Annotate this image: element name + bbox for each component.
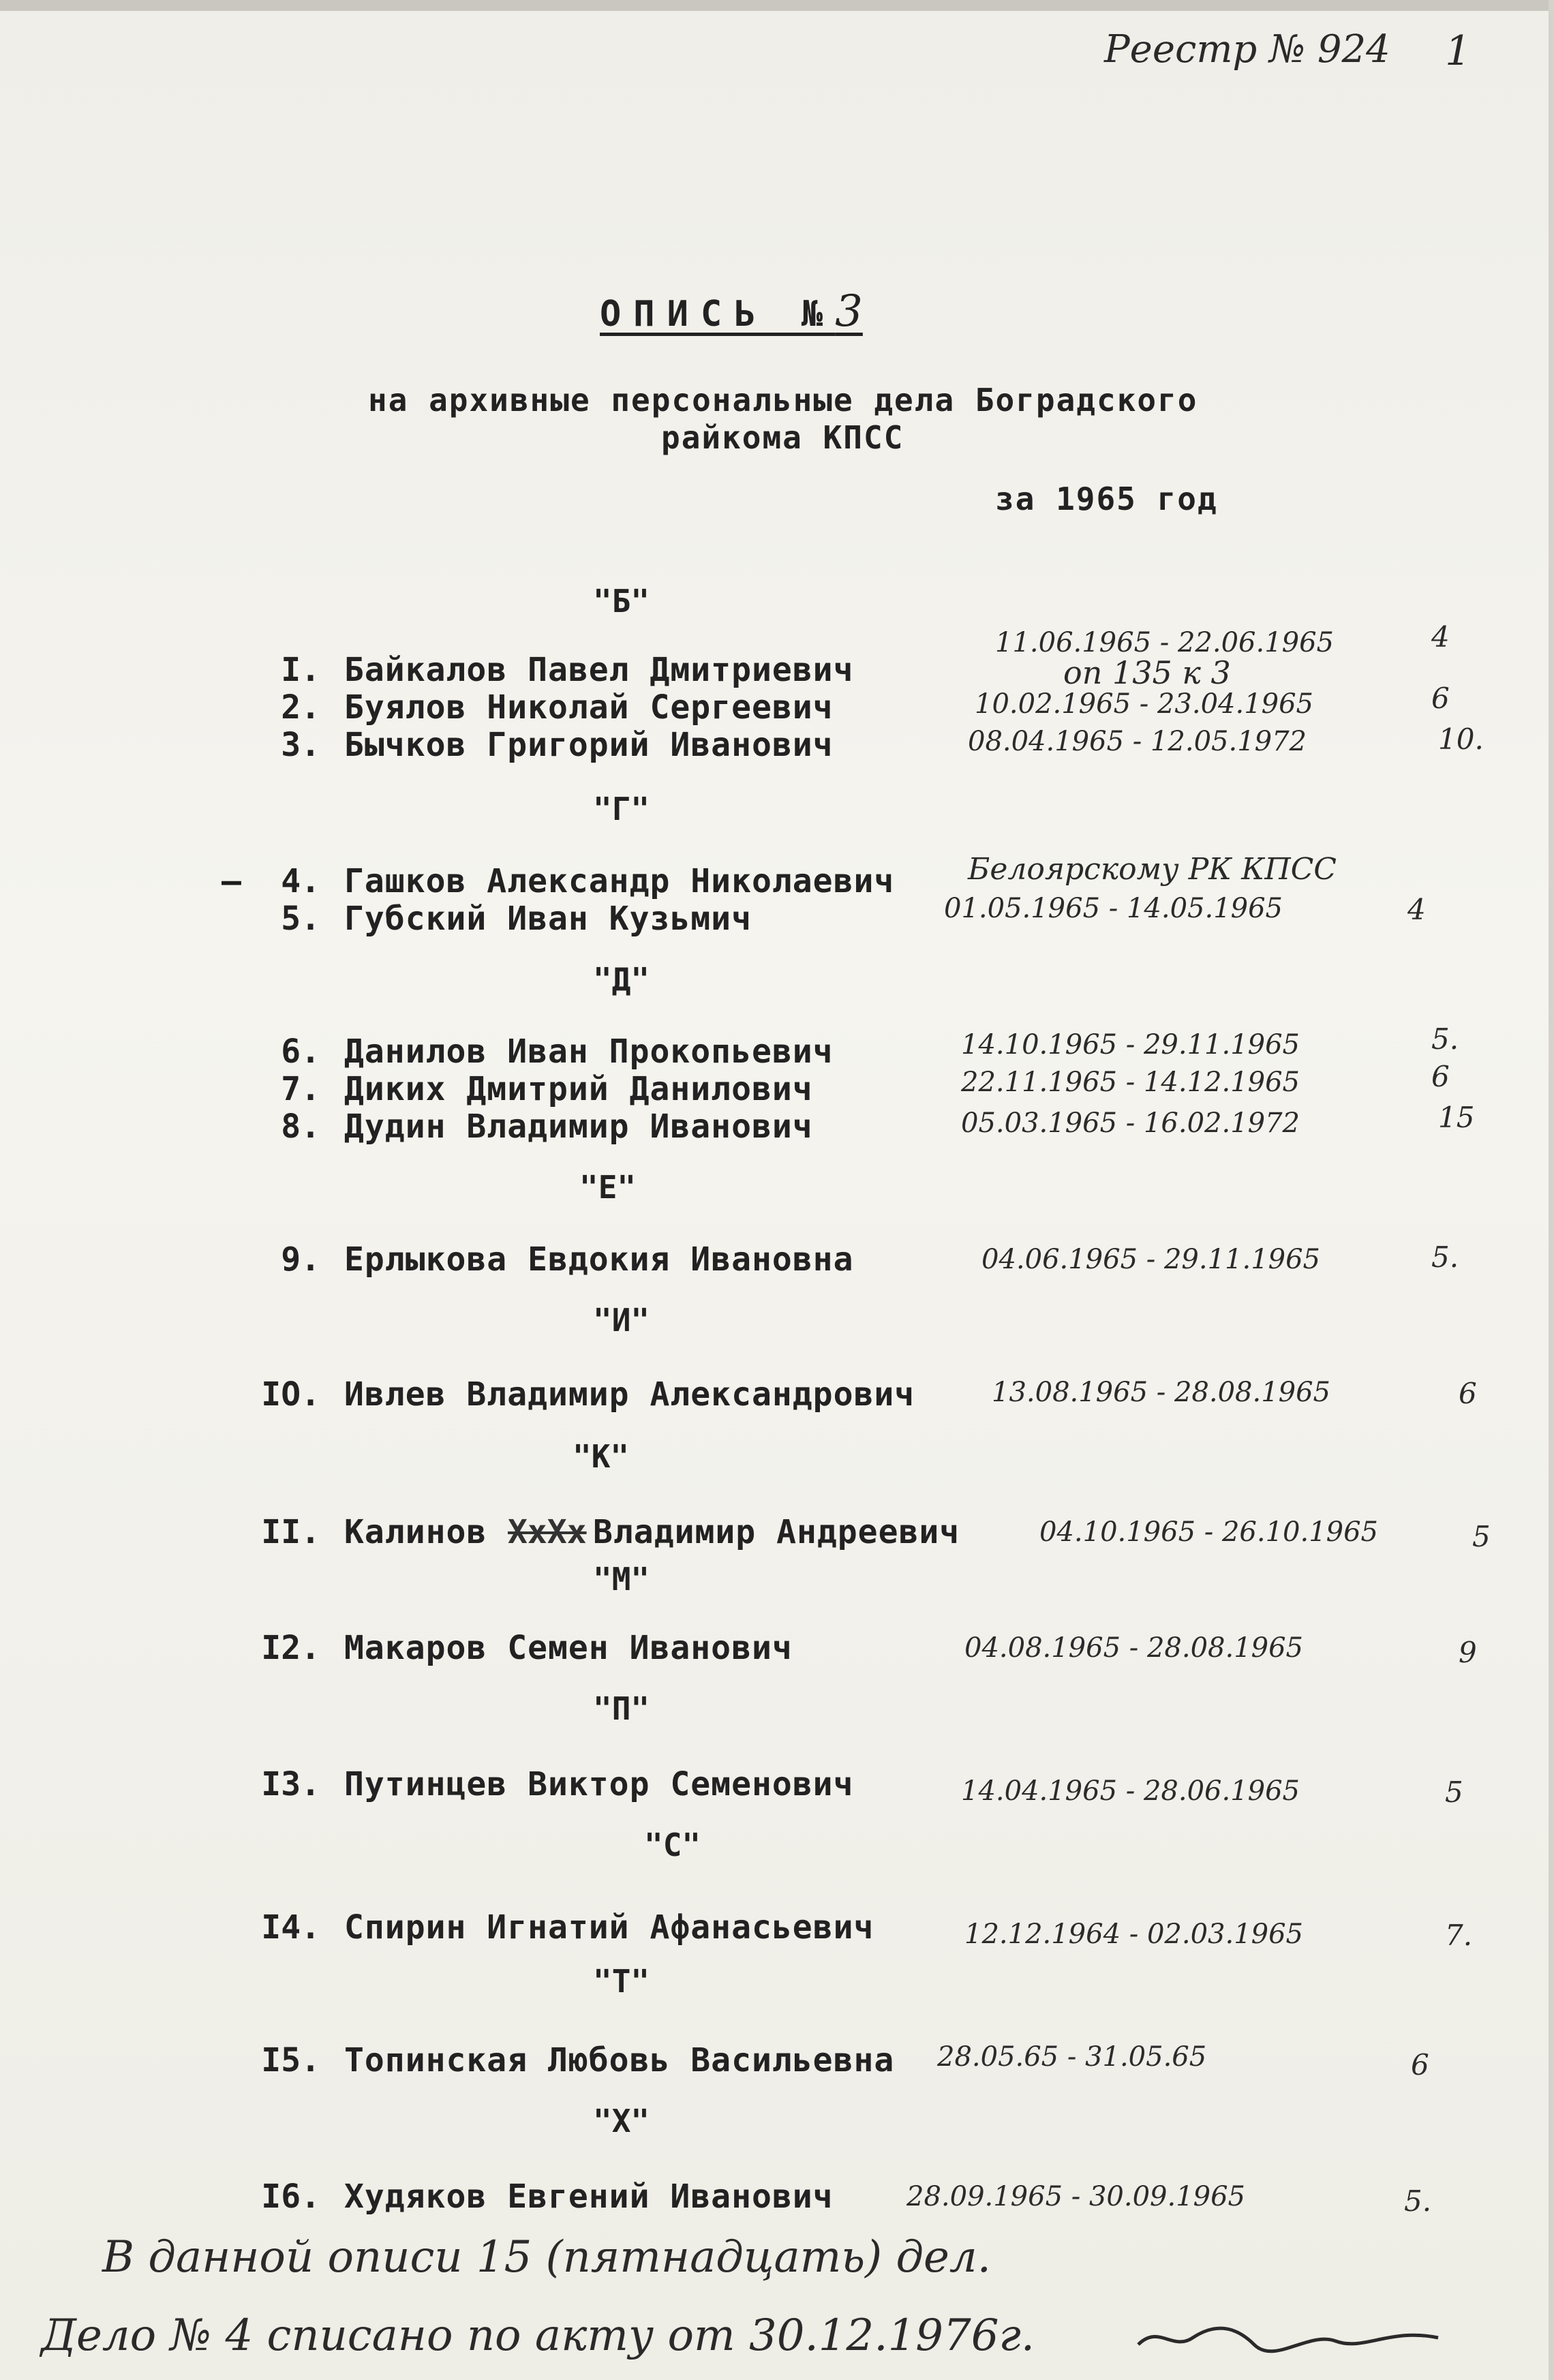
date-range: 13.08.1965 - 28.08.1965 [992,1377,1330,1408]
sheet-count: 10. [1438,722,1484,756]
person-name: Буялов Николай Сергеевич [344,688,834,727]
date-range: 05.03.1965 - 16.02.1972 [961,1108,1300,1139]
person-name: Бычков Григорий Иванович [344,726,834,764]
row-number: II. [261,1513,320,1551]
person-name: Данилов Иван Прокопьевич [344,1033,834,1071]
sheet-count: 6 [1411,2048,1429,2081]
row-number: 6. [281,1033,320,1071]
scan-edge-right [1549,0,1554,2380]
person-name: Спирин Игнатий Афанасьевич [344,1908,874,1947]
page-number: 1 [1445,27,1472,75]
footer-note-count: В данной описи 15 (пятнадцать) дел. [102,2232,991,2283]
person-name: Байкалов Павел Дмитриевич [344,651,854,689]
person-name: Худяков Евгений Иванович [344,2178,834,2216]
scan-edge-top [0,0,1554,11]
sheet-count: 7. [1445,1919,1473,1952]
row-number: 5. [281,900,320,938]
row-number: IO. [261,1375,320,1414]
person-name: Дудин Владимир Иванович [344,1108,813,1146]
row-number: 7. [281,1070,320,1108]
person-name: Ивлев Владимир Александрович [344,1375,915,1414]
date-range: 04.06.1965 - 29.11.1965 [981,1244,1320,1275]
row-number: I6. [261,2178,320,2216]
group-letter: "Т" [593,1963,650,2000]
date-range: 12.12.1964 - 02.03.1965 [964,1919,1303,1950]
footer-note-writeoff: Дело № 4 списано по акту от 30.12.1976г. [41,2310,1035,2361]
group-letter: "К" [573,1438,630,1475]
person-name: Губский Иван Кузьмич [344,900,752,938]
row-number: 2. [281,688,320,727]
row-number: I4. [261,1908,320,1947]
page-title [600,286,863,337]
sheet-count: 4 [1431,620,1450,654]
group-letter: "С" [644,1827,701,1863]
sheet-count: 5 [1472,1520,1491,1553]
sheet-count: 9 [1459,1636,1477,1669]
group-letter: "М" [593,1561,650,1598]
date-range: 08.04.1965 - 12.05.1972 [968,726,1307,757]
sheet-count: 5. [1404,2184,1432,2218]
row-number: 3. [281,726,320,764]
title-prefix: ОПИСЬ № [600,294,836,335]
person-name: Калинов [344,1513,487,1551]
sheet-count: 5 [1445,1775,1463,1809]
margin-dash: — [222,862,241,900]
row-number: I. [281,651,320,689]
register-note: Реестр № 924 [1104,27,1390,72]
struck-text: ХхХх [508,1513,587,1551]
group-letter: "И" [593,1302,650,1339]
sheet-count: 5. [1431,1022,1459,1056]
person-name: Диких Дмитрий Данилович [344,1070,813,1108]
group-letter: "Е" [579,1169,637,1206]
date-range: 10.02.1965 - 23.04.1965 [975,688,1313,720]
group-letter: "П" [593,1690,650,1727]
title-number: 3 [835,286,863,337]
row-number: I3. [261,1765,320,1803]
group-letter: "Д" [593,961,650,998]
person-name-rest: Владимир Андреевич [593,1513,960,1551]
date-range: 04.10.1965 - 26.10.1965 [1039,1516,1378,1548]
date-range: 28.09.1965 - 30.09.1965 [906,2181,1245,2212]
date-range: 28.05.65 - 31.05.65 [937,2041,1207,2073]
transfer-note: Белоярскому РК КПСС [968,852,1337,887]
person-name: Макаров Семен Иванович [344,1629,793,1667]
row-number: I2. [261,1629,320,1667]
row-number: 9. [281,1240,320,1279]
group-letter: "Х" [593,2103,650,2139]
signature-scribble [1131,2317,1445,2358]
sheet-count: 15 [1438,1101,1475,1134]
handwritten-extra: оп 135 к 3 [1063,654,1231,691]
date-range: 04.08.1965 - 28.08.1965 [964,1632,1303,1664]
sheet-count: 6 [1459,1377,1477,1410]
subtitle-line-2: райкома КПСС [661,419,904,456]
subtitle-line-1: на архивные персональные дела Боградского [368,382,1198,418]
person-name: Ерлыкова Евдокия Ивановна [344,1240,854,1279]
sheet-count: 6 [1431,682,1450,715]
person-name: Гашков Александр Николаевич [344,862,895,900]
date-range: 22.11.1965 - 14.12.1965 [961,1067,1300,1098]
date-range: 14.10.1965 - 29.11.1965 [961,1029,1300,1061]
person-name: Путинцев Виктор Семенович [344,1765,854,1803]
subtitle-line-3: за 1965 год [995,480,1218,517]
date-range: 14.04.1965 - 28.06.1965 [961,1775,1300,1807]
person-name: Топинская Любовь Васильевна [344,2041,895,2079]
row-number: 8. [281,1108,320,1146]
date-range: 11.06.1965 - 22.06.1965 [995,627,1334,658]
sheet-count: 4 [1407,893,1426,926]
row-number: I5. [261,2041,320,2079]
date-range: 01.05.1965 - 14.05.1965 [944,893,1283,924]
row-number: 4. [281,862,320,900]
sheet-count: 6 [1431,1060,1450,1093]
group-letter: "Г" [593,791,650,827]
group-letter: "Б" [593,583,650,620]
sheet-count: 5. [1431,1240,1459,1274]
